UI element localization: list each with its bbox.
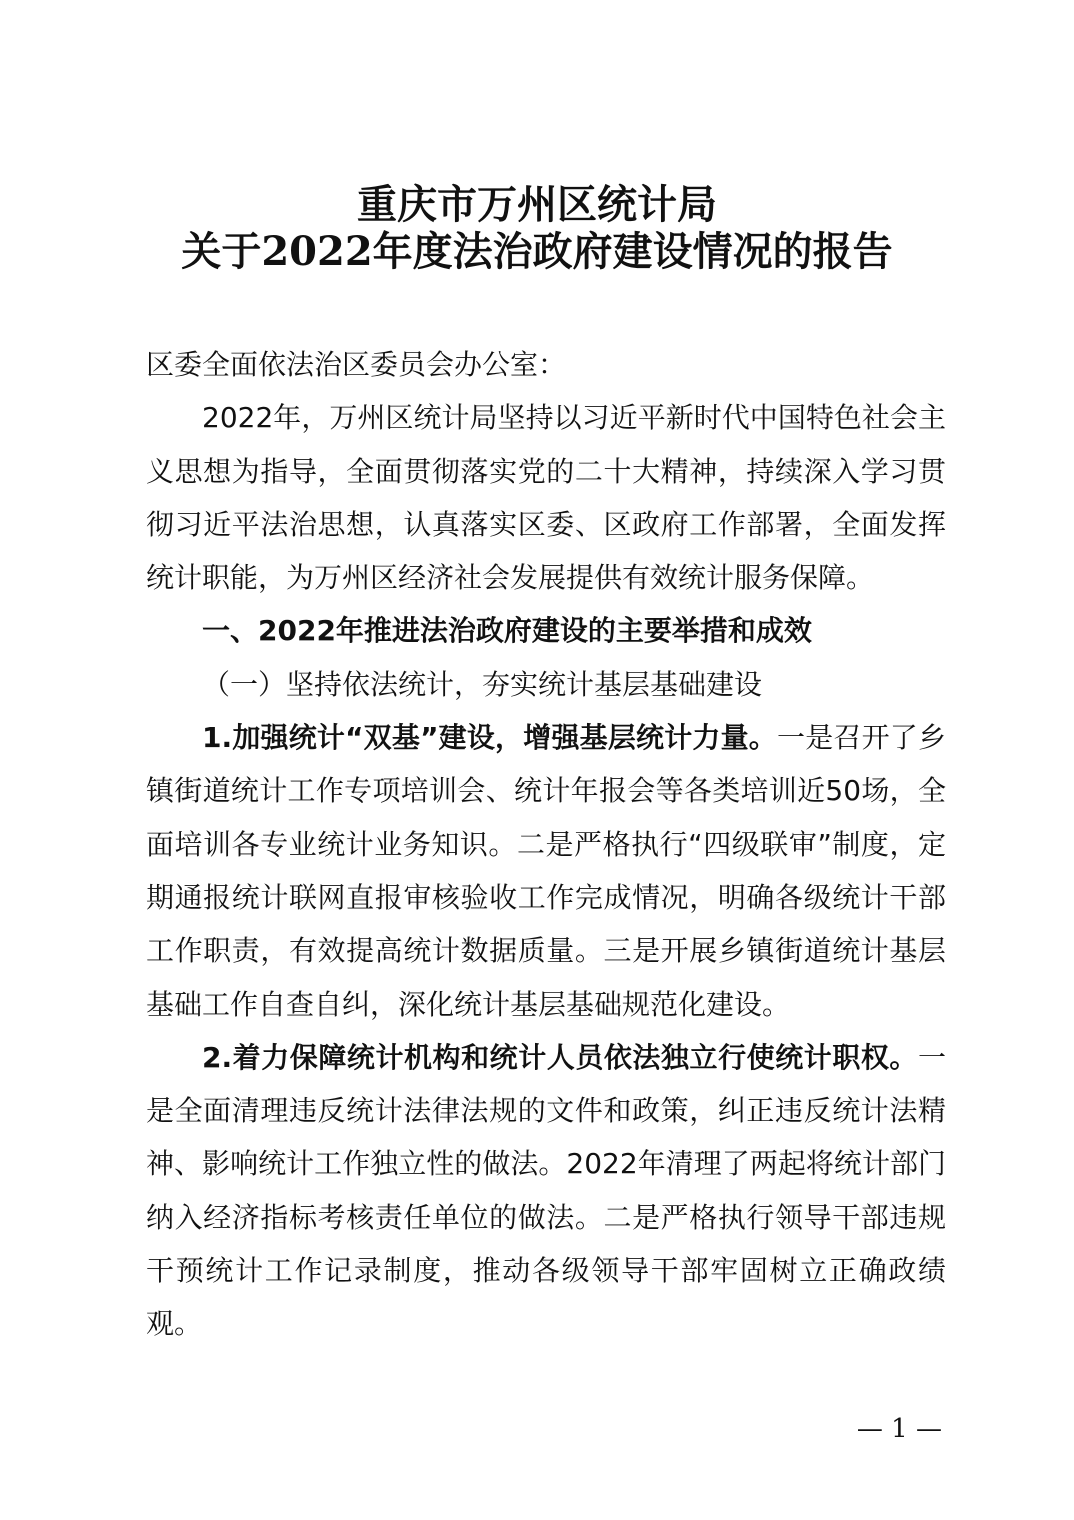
item-1-text: 一是召开了乡镇街道统计工作专项培训会、统计年报会等各类培训近50场，全面培训各专业统计业务知识。二是严格执行“四级联审”制度，定期通报统计联网直报审核验收工作完成情况，明确各级统计干部工作职责，有效提高统计数据质量。三是开展乡镇街道统计基层基础工作自查自纠，深化统计基层基础规范化建设。 <box>146 721 946 1021</box>
item-2-paragraph <box>146 1031 946 1351</box>
intro-paragraph: 2022年，万州区统计局坚持以习近平新时代中国特色社会主义思想为指导，全面贯彻落实党的二十大精神，持续深入学习贯彻习近平法治思想，认真落实区委、区政府工作部署，全面发挥统计职能，为万州区经济社会发展提供有效统计服务保障。 <box>146 401 946 595</box>
section-heading: 一、2022年推进法治政府建设的主要举措和成效 <box>202 614 812 648</box>
document-body <box>146 338 946 1351</box>
item-1-lead: 1.加强统计“双基”建设，增强基层统计力量。 <box>202 721 778 755</box>
salutation: 区委全面依法治区委员会办公室： <box>146 348 567 381</box>
document-title-line-2: 关于2022年度法治政府建设情况的报告 <box>181 228 893 275</box>
item-1-paragraph <box>146 711 946 1031</box>
subsection-heading: （一）坚持依法统计，夯实统计基层基础建设 <box>202 667 763 701</box>
item-2-lead: 2.着力保障统计机构和统计人员依法独立行使统计职权。 <box>202 1040 918 1074</box>
item-2-text: 一是全面清理违反统计法律法规的文件和政策，纠正违反统计法精神、影响统计工作独立性的做法。2022年清理了两起将统计部门纳入经济指标考核责任单位的做法。二是严格执行领导干部违规干预统计工作记录制度，推动各级领导干部牢固树立正确政绩观。 <box>146 1040 946 1341</box>
document-title-line-1: 重庆市万州区统计局 <box>357 181 717 228</box>
page-number: — 1 — <box>856 1414 942 1444</box>
